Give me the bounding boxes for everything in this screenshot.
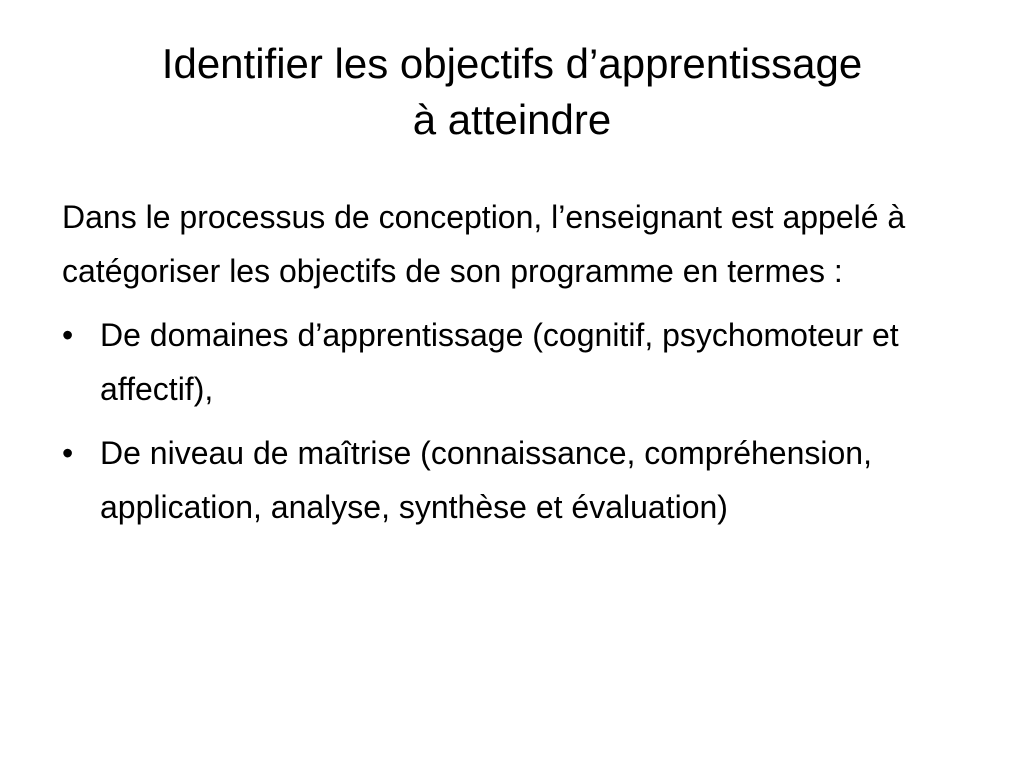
bullet-dot-icon: • [62, 435, 74, 471]
intro-paragraph: Dans le processus de conception, l’enseignant est appelé à catégoriser les objectifs de son programme en termes : [62, 199, 906, 289]
slide-body [62, 190, 972, 544]
slide-title [40, 36, 984, 148]
bullet-dot-icon: • [62, 317, 74, 353]
bullet-item-learning-domains [62, 308, 972, 416]
bullet-text-mastery-level: De niveau de maîtrise (connaissance, compréhension, application, analyse, synthèse et évaluation) [100, 435, 872, 525]
bullet-list [62, 308, 972, 534]
bullet-item-mastery-level [62, 426, 972, 534]
slide-title-line-1: Identifier les objectifs d’apprentissage [161, 40, 863, 87]
slide-title-line-2: à atteindre [412, 96, 612, 143]
bullet-text-learning-domains: De domaines d’apprentissage (cognitif, psychomoteur et affectif), [100, 317, 899, 407]
